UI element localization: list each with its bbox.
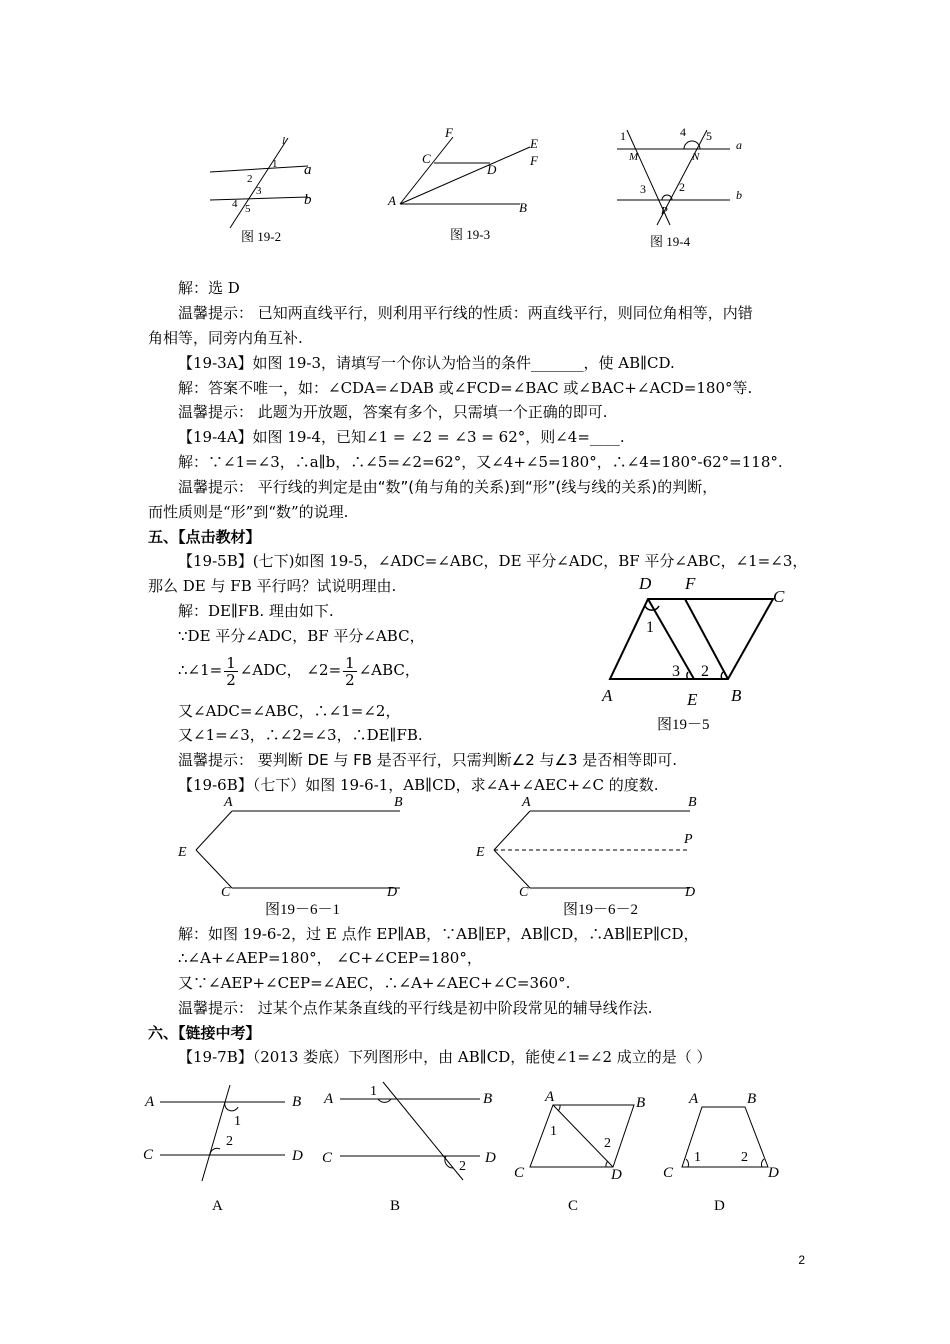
svg-text:A: A [602,686,613,705]
figure-19-5 [598,572,798,712]
svg-text:A: A [145,1094,155,1110]
svg-text:2: 2 [604,1136,611,1151]
option-figure-c [510,1085,660,1185]
hint-text: 温馨提示： 已知两直线平行，则利用平行线的性质：两直线平行，则同位角相等，内错 [178,304,753,322]
hint-text: 温馨提示： 过某个点作某条直线的平行线是初中阶段常见的辅导线作法. [178,999,653,1017]
answer-line: 解：答案不唯一，如：∠CDA=∠DAB 或∠FCD=∠BAC 或∠BAC+∠ACD=180°等. [178,379,753,397]
svg-text:C: C [519,885,529,900]
svg-text:B: B [747,1091,757,1107]
caption-19-3: 图 19-3 [450,227,491,242]
problem-19-6b: 【19-6B】（七下）如图 19-6-1，AB∥CD，求∠A+∠AEC+∠C 的度数. [178,776,659,794]
hint-text-cont: 而性质则是“形”到“数”的说理. [148,503,349,521]
svg-text:P: P [661,205,668,217]
figure-19-3 [385,125,545,220]
svg-text:F: F [445,125,453,140]
answer-line: 解：如图 19-6-2，过 E 点作 EP∥AB，∵AB∥EP，AB∥CD，∴AB∥EP∥CD， [178,925,699,943]
svg-text:B: B [731,686,742,705]
svg-text:B: B [519,200,527,215]
svg-text:1: 1 [234,1114,241,1129]
svg-text:1: 1 [620,129,626,143]
figure-19-2 [200,130,330,230]
svg-text:C: C [773,587,785,606]
answer-line: 又∠1=∠3，∴∠2=∠3，∴DE∥FB. [178,726,423,744]
problem-19-7b: 【19-7B】（2013 娄底）下列图形中，由 AB∥CD，能使∠1=∠2 成立的是（ ） [178,1048,712,1066]
page-number: 2 [798,1253,805,1267]
svg-text:1: 1 [272,158,278,170]
fraction-half: $\frac{1}{2}$ [226,653,236,689]
svg-text:a: a [304,162,312,178]
option-figure-a [140,1085,310,1185]
option-label-b: B [390,1198,401,1214]
caption-19-2: 图 19-2 [241,229,282,244]
svg-text:2: 2 [459,1159,466,1174]
svg-text:A: A [689,1091,699,1107]
label-l: l [282,135,286,147]
problem-19-4a: 【19-4A】如图 19-4，已知∠1 = ∠2 = ∠3 = 62°，则∠4=____. [178,428,625,446]
svg-text:3: 3 [256,185,262,197]
hint-text: 温馨提示： 要判断 DE 与 FB 是否平行，只需判断∠2 与∠3 是否相等即可. [178,751,678,769]
svg-text:a: a [736,138,742,152]
caption-19-6-2: 图19－6－2 [563,902,639,918]
svg-text:B: B [688,795,697,810]
problem-19-3a: 【19-3A】如图 19-3，请填写一个你认为恰当的条件_______，使 AB∥CD. [178,354,675,372]
figure-19-6-2 [470,790,710,900]
svg-text:B: B [636,1095,646,1111]
svg-text:3: 3 [640,182,646,196]
svg-text:4: 4 [680,125,686,139]
svg-text:B: B [292,1094,302,1110]
svg-text:D: D [685,885,696,900]
answer-line: ∵DE 平分∠ADC，BF 平分∠ABC， [178,627,425,645]
svg-text:D: D [639,574,652,593]
svg-text:2: 2 [701,663,709,680]
svg-text:B: B [394,795,403,810]
caption-19-6-1: 图19－6－1 [265,902,341,918]
svg-text:E: E [476,845,485,860]
svg-text:b: b [736,188,742,202]
svg-text:N: N [692,151,700,163]
svg-text:D: D [768,1165,779,1181]
svg-text:2: 2 [226,1134,233,1149]
caption-19-5: 图19－5 [657,717,710,733]
answer-fraction-line: ∴∠1= $\frac{1}{2}$ ∠ADC， ∠2= $\frac{1}{2}$ ∠ABC， [178,653,420,689]
svg-text:C: C [422,151,431,166]
svg-text:D: D [292,1148,303,1164]
svg-text:2: 2 [247,173,253,185]
answer-line: 又∵∠AEP+∠CEP=∠AEC，∴∠A+∠AEC+∠C=360°. [178,974,571,992]
answer-line: 解：DE∥FB. 理由如下. [178,602,334,620]
answer-line: 解：选 D [178,279,240,297]
svg-text:M: M [629,151,639,163]
svg-text:1: 1 [694,1150,701,1165]
problem-19-5b-cont: 那么 DE 与 FB 平行吗？试说明理由. [148,577,397,595]
option-label-d: D [714,1198,725,1214]
svg-text:E: E [687,690,698,709]
section-heading-5: 五、【点击教材】 [148,528,261,546]
svg-text:C: C [322,1150,333,1166]
svg-text:C: C [514,1165,525,1181]
svg-text:E: E [530,136,538,151]
svg-text:D: D [485,1150,496,1166]
option-label-a: A [212,1198,223,1214]
svg-text:4: 4 [232,198,238,210]
answer-line: 解：∵∠1=∠3，∴a∥b，∴∠5=∠2=62°，又∠4+∠5=180°，∴∠4=180°-62°=118°. [178,453,783,471]
svg-text:3: 3 [672,663,680,680]
svg-text:2: 2 [741,1150,748,1165]
answer-line: ∴∠A+∠AEP=180°， ∠C+∠CEP=180°， [178,949,482,967]
problem-19-5b: 【19-5B】(七下)如图 19-5，∠ADC=∠ABC，DE 平分∠ADC，BF 平分∠ABC，∠1=∠3， [178,552,808,570]
section-heading-6: 六、【链接中考】 [148,1024,261,1042]
svg-text:2: 2 [679,180,685,194]
svg-text:E: E [178,845,187,860]
svg-text:P: P [684,832,693,847]
svg-text:1: 1 [646,619,654,636]
option-figure-d [660,1085,790,1185]
hint-text: 温馨提示： 平行线的判定是由“数”(角与角的关系)到“形”(线与线的关系)的判断， [178,478,718,496]
option-label-c: C [568,1198,579,1214]
svg-text:b: b [304,192,312,208]
hint-text: 温馨提示： 此题为开放题，答案有多个，只需填一个正确的即可. [178,403,608,421]
svg-text:F: F [685,574,696,593]
fraction-half: $\frac{1}{2}$ [345,653,355,689]
svg-text:D: D [387,885,398,900]
svg-text:F: F [530,153,538,168]
svg-text:1: 1 [550,1124,557,1139]
svg-text:B: B [483,1091,493,1107]
svg-text:A: A [388,193,396,208]
svg-text:5: 5 [706,129,712,143]
svg-text:A: A [545,1089,555,1105]
svg-text:A: A [224,795,233,810]
svg-text:C: C [143,1147,154,1163]
figure-19-4 [612,125,752,230]
caption-19-4: 图 19-4 [650,234,691,249]
answer-line: 又∠ADC=∠ABC，∴∠1=∠2， [178,702,401,720]
svg-text:D: D [611,1167,622,1183]
svg-text:5: 5 [245,203,251,215]
svg-text:C: C [663,1165,674,1181]
figure-19-6-1 [172,790,412,900]
svg-text:D: D [487,162,497,177]
svg-text:1: 1 [370,1084,377,1099]
svg-text:C: C [221,885,231,900]
svg-text:A: A [522,795,531,810]
svg-text:A: A [324,1091,334,1107]
hint-text-cont: 角相等，同旁内角互补. [148,329,303,347]
option-figure-b [318,1080,508,1190]
